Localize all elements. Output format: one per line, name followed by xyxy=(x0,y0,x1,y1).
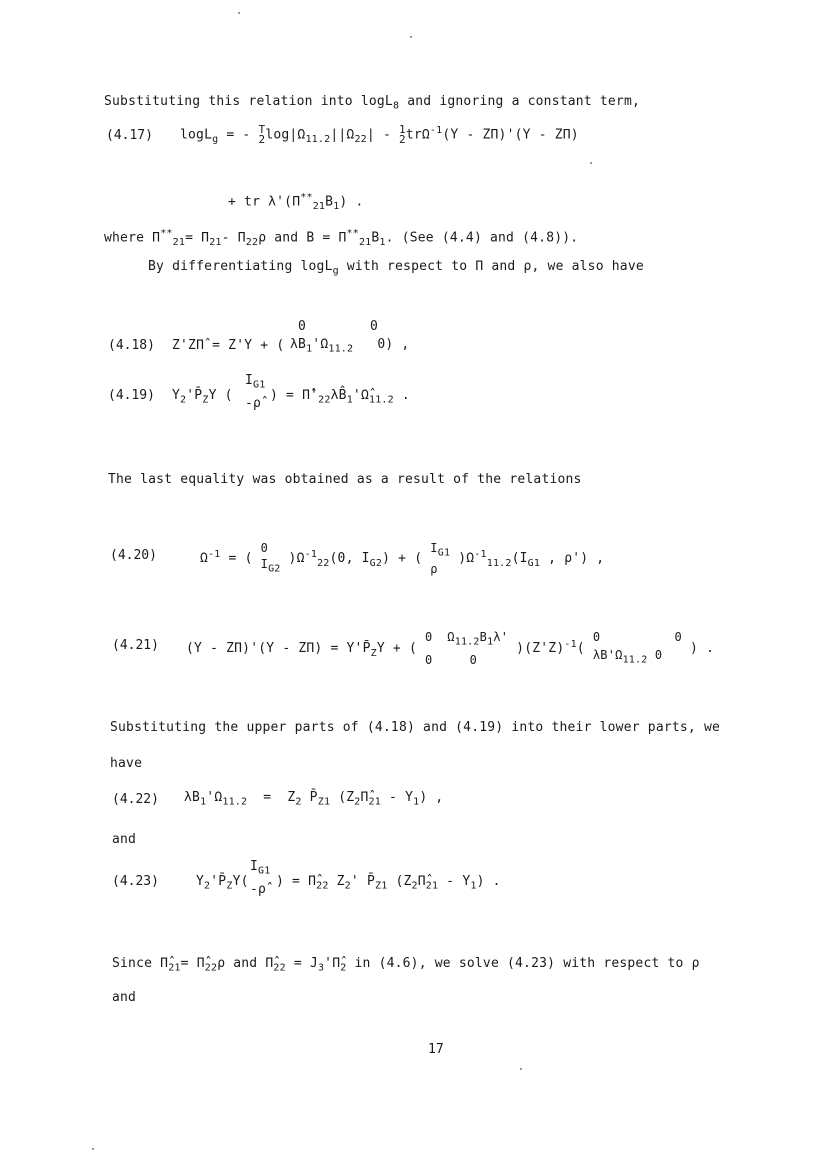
equation-4-18: Z'ZΠ̂ = Z'Y + ( xyxy=(172,338,285,353)
equation-4-19: $Y_2'P̄_ZY$ ( xyxy=(172,388,233,406)
equation-4-23-rhs: ) = $\Pî_{22}$ $Z_2'$ $P̄_{Z1}$ $(Z_2\Pî_{21} - Y_1)$ . xyxy=(276,874,501,892)
equation-4-19-rhs: ) = $\Pî'_{22}\lambda B̂_1'\Omegâ_{11.2}$ . xyxy=(270,388,410,406)
text-line-substituting-upper: Substituting the upper parts of (4.18) and (4.19) into their lower parts, we xyxy=(110,720,721,735)
equation-4-20: $\Omega^{-1}$ = ( 0 $I_{G2}$ )$\Omega^{-1}_{22}(0$, $I_{G2}$) + ( $I_{G1}$ ρ )$\Omega^{-1}_{11.2}(I_{G1}$ , ρ') , xyxy=(200,541,605,577)
equation-4-17-cont: + tr $\lambda'(\Pi^{**}_{21}B_1)$ . xyxy=(228,192,364,212)
text-line-and-2: and xyxy=(112,990,137,1005)
text-line-1: Substituting this relation into logL$_8$ and ignoring a constant term, xyxy=(104,94,641,112)
equation-label-4-18: (4.18) xyxy=(108,338,155,353)
text-line-and-1: and xyxy=(112,832,137,847)
equation-label-4-20: (4.20) xyxy=(110,548,157,563)
scan-speck xyxy=(92,1148,94,1150)
scan-speck xyxy=(590,162,592,164)
scan-speck xyxy=(238,12,240,14)
text-line-where: where $\Pi^{**}_{21}= \Pi_{21}-$ $\Pi_{22}\rho$ and $B = \Pi^{**}_{21}B_1$. (See (4.4) and (4.8)). xyxy=(104,228,579,248)
text-line-since: Since $\Pî_{21}=$ $\Pî_{22}\rho$ and $\Pî_{22}$ = $J_3'\Pî_2$ in (4.6), we solve (4.23) with respect to ρ xyxy=(112,956,700,974)
equation-label-4-23: (4.23) xyxy=(112,874,159,889)
scan-speck xyxy=(520,1068,522,1070)
matrix-4-19: $I_{G1}$ -ρ̂ xyxy=(245,373,266,411)
equation-4-21: $(Y - Z\Pi)'(Y - Z\Pi) = Y'P̄_ZY$ + ( 0 $\Omega_{11.2}B_1\lambda'$ 0 0 )$(Z'Z)^{-1}$( 0 0 $\lambda B'\Omega_{11.2}$ 0 ) . xyxy=(186,630,715,668)
matrix-4-23: $I_{G1}$ -ρ̂ xyxy=(250,859,271,897)
page-number: 17 xyxy=(428,1042,444,1057)
text-line-have: have xyxy=(110,756,143,771)
equation-4-22: $\lambda B_1'\Omega_{11.2} = Z_2$ $P̄_{Z1}$ $(Z_2\Pî_{21} - Y_1)$ , xyxy=(184,790,444,808)
text-line-differentiating: By differentiating logL$_g$ with respect to Π and ρ, we also have xyxy=(148,259,644,277)
equation-4-17: logL$_g$ = - T $2\log|\Omega_{11.2}||\Omega_{22}| - 1$ 2trΩ$^{-1}$(Y - ZΠ)'(Y - ZΠ) xyxy=(180,122,579,146)
matrix-4-18: 0 0 $\lambda B_1'\Omega_{11.2}$ 0) , xyxy=(290,319,410,355)
equation-label-4-17: (4.17) xyxy=(106,128,153,143)
scan-speck xyxy=(410,36,412,38)
equation-label-4-22: (4.22) xyxy=(112,792,159,807)
equation-label-4-19: (4.19) xyxy=(108,388,155,403)
equation-label-4-21: (4.21) xyxy=(112,638,159,653)
equation-4-23: $Y_2'P̄_ZY$( xyxy=(196,874,249,892)
text-line-last-equality: The last equality was obtained as a result of the relations xyxy=(108,472,582,487)
